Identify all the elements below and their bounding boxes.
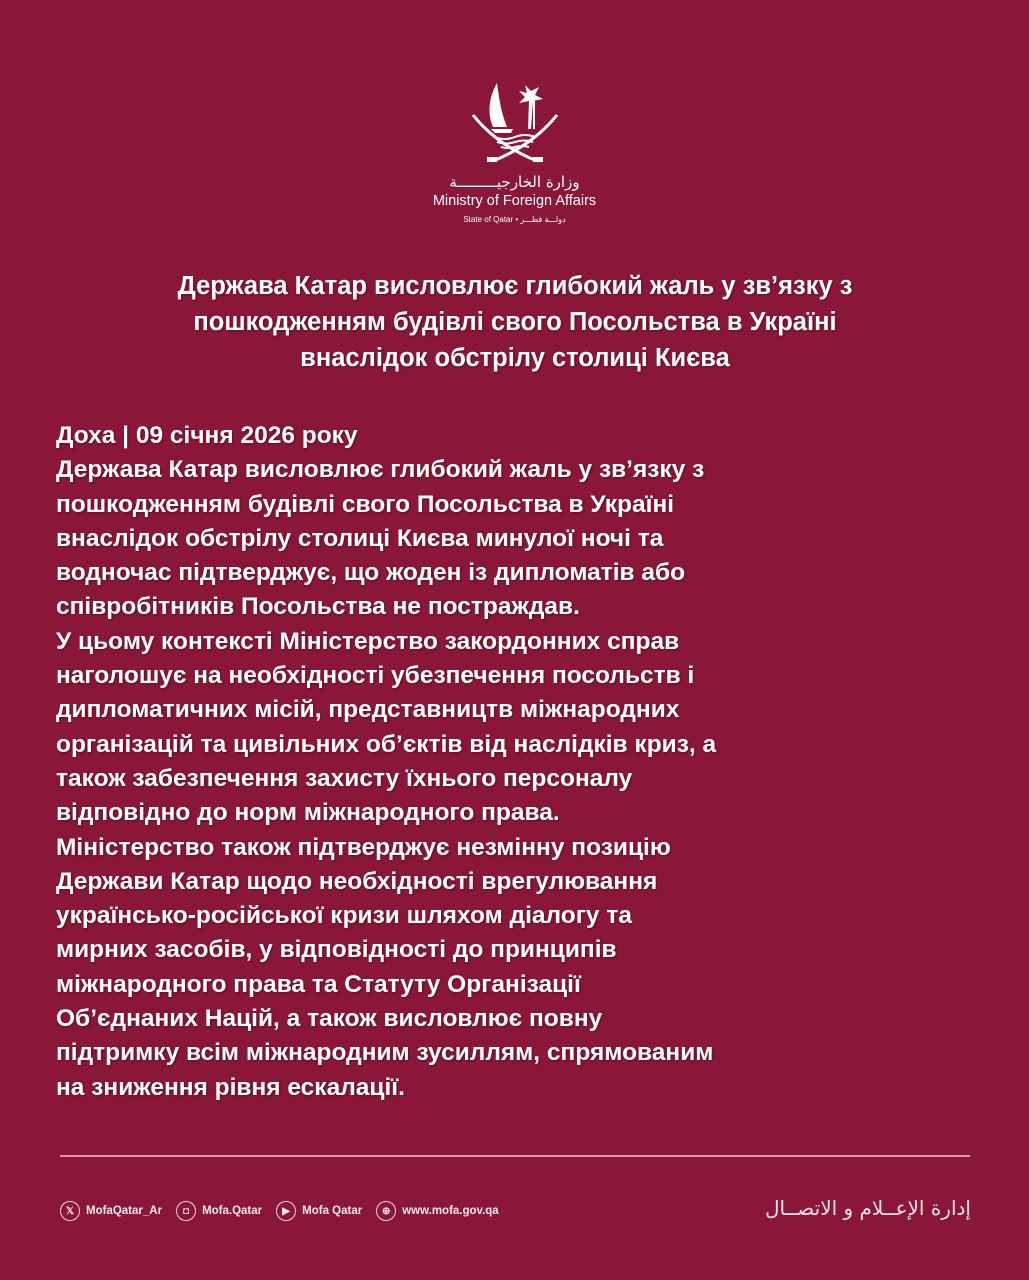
body-line: наголошує на необхідності убезпечення посольств і [56,662,695,690]
social-links [60,1201,499,1221]
ministry-name-arabic: وزارة الخارجيـــــــــة [449,173,580,191]
body-line: також забезпечення захисту їхнього персоналу [56,764,633,792]
qatar-emblem-icon [467,75,563,167]
social-handle: Mofa.Qatar [202,1205,263,1217]
social-handle: MofaQatar_Ar [86,1205,163,1217]
globe-icon: ⊕ [376,1201,396,1221]
social-x[interactable] [60,1201,162,1221]
body-line: відповідно до норм міжнародного права. [56,799,560,827]
headline-line: Держава Катар висловлює глибокий жаль у зв’язку з [177,272,853,300]
body-line: Об’єднаних Націй, а також висловлює повну [56,1005,603,1033]
state-of-qatar-label: State of Qatar • دولـــة قطـــر [463,215,566,224]
body-line: мирних засобів, у відповідності до принципів [56,936,617,964]
body-line: організацій та цивільних об’єктів від наслідків криз, а [56,730,717,758]
social-website[interactable] [376,1201,498,1221]
body-line: підтримку всім міжнародним зусиллям, спрямованим [56,1039,714,1067]
body-line: міжнародного права та Статуту Організації [56,970,581,998]
dateline: Доха | 09 січня 2026 року [56,422,358,449]
body-line: дипломатичних місій, представництв міжнародних [56,696,680,724]
body-line: У цьому контексті Міністерство закордонних справ [56,627,680,655]
social-instagram[interactable] [176,1201,262,1221]
body-line: Міністерство також підтверджує незмінну позицію [56,833,671,861]
body-line: Держава Катар висловлює глибокий жаль у зв’язку з [56,456,705,484]
ministry-logo [0,75,1029,224]
body-line: пошкодженням будівлі свого Посольства в Україні [56,490,675,518]
website-url: www.mofa.gov.qa [402,1205,499,1217]
social-youtube[interactable] [276,1201,362,1221]
department-name-arabic: إدارة الإعــلام و الاتصــال [764,1196,971,1220]
x-icon: 𝕏 [60,1201,80,1221]
headline [40,268,990,376]
youtube-icon: ▶ [276,1201,296,1221]
body-line: внаслідок обстрілу столиці Києва минулої ночі та [56,524,664,552]
body-line: співробітників Посольства не постраждав. [56,593,580,621]
headline-line: внаслідок обстрілу столиці Києва [300,344,730,372]
social-handle: Mofa Qatar [302,1205,363,1217]
headline-line: пошкодженням будівлі свого Посольства в Україні [193,308,837,336]
body-line: водночас підтверджує, що жоден із дипломатів або [56,559,686,587]
ministry-name-english: Ministry of Foreign Affairs [432,193,597,209]
statement-body [56,419,936,1105]
body-line: на зниження рівня ескалації. [56,1073,405,1101]
instagram-icon: ◘ [176,1201,196,1221]
body-line: Держави Катар щодо необхідності врегулювання [56,867,658,895]
body-line: українсько-російської кризи шляхом діалогу та [56,902,632,930]
footer-divider [60,1155,970,1157]
